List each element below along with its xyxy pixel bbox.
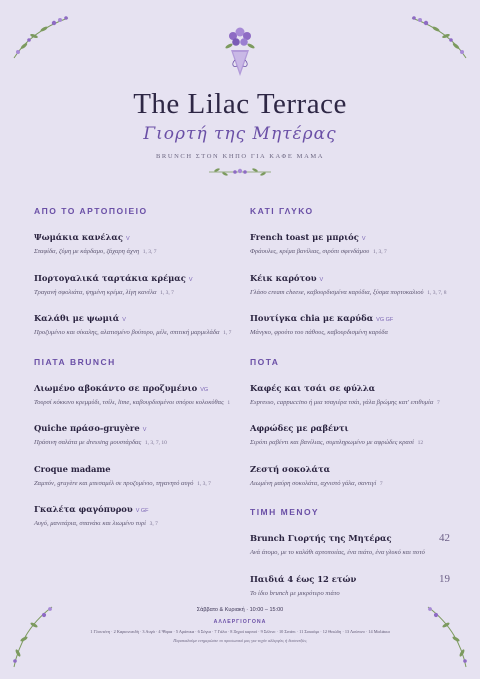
menu-item: [250, 457, 450, 490]
description-text: Σταφίδα, ζύμη με κάρδαμο, ζάχαρη άχνη: [34, 248, 140, 255]
item-description: [250, 589, 450, 600]
item-name: Κέικ καρότου: [250, 272, 317, 283]
item-name: Γκαλέτα φαγόπυρου: [34, 504, 133, 514]
dietary-tag: VG GF: [376, 317, 394, 323]
menu-column-right: [250, 206, 450, 617]
item-description: [34, 438, 240, 449]
menu-item: [34, 497, 240, 530]
item-name: Croque madame: [34, 463, 111, 474]
description-text: Ζαμπόν, gruyère και μπεσαμέλ σε προζυμένιο, τηγανητό αυγό: [34, 479, 194, 487]
allergy-note: Παρακαλούμε ενημερώστε το προσωπικό μας για τυχόν αλλεργίες ή δυσανεξίες: [173, 638, 307, 643]
section-title: ΚΑΤΙ ΓΛΥΚΟ: [250, 206, 314, 216]
section-title: ΤΙΜΗ ΜΕΝΟΥ: [250, 507, 320, 517]
menu-item: [34, 266, 240, 299]
dietary-tag: V: [361, 236, 366, 242]
dietary-tag: V: [188, 276, 193, 283]
dietary-tag: V: [125, 236, 130, 242]
description-text: Espresso, cappuccino ή μια τσαγιέρα τσάι, γάλα βρώμης κατ' επιθυμία: [250, 398, 434, 406]
menu-item: [250, 416, 450, 449]
item-description: [250, 328, 450, 339]
menu-item: [34, 457, 240, 490]
tagline: BRUNCH ΣΤΟΝ ΚΗΠΟ ΓΙΑ ΚΑΦΕ ΜΑΜΑ: [155, 153, 325, 160]
item-name: Πουτίγκα chia με καρύδα: [250, 313, 374, 323]
menu-section: [34, 357, 240, 530]
allergen-codes: 1, 3, 7: [142, 249, 157, 255]
menu-section: [250, 357, 450, 490]
menu-item: [250, 567, 450, 600]
menu-section: [34, 206, 240, 339]
item-name: Πορτογαλικά ταρτάκια κρέμας: [34, 272, 186, 283]
dietary-tag: V: [319, 276, 324, 283]
description-text: Σιρόπι ραβέντι και βανίλιας, συμπληρωμένο με αφρώδες κρασί: [250, 439, 414, 446]
menu-item: [34, 225, 240, 258]
opening-hours: Σάββατο & Κυριακή · 10:00 – 15:00: [196, 607, 284, 613]
description-text: Αυγό, μανιτάρια, σπανάκι και λιωμένο τυρί: [34, 520, 147, 527]
item-description: [250, 438, 450, 449]
item-name: Ψωμάκια κανέλας: [34, 232, 123, 242]
allergen-codes: 1, 3, 7, 10: [144, 440, 167, 446]
allergen-codes: 1, 7: [223, 330, 232, 336]
bouquet-icon: [221, 26, 259, 82]
description-text: Μάνγκο, φρούτο του πάθους, καβουρδισμένη καρύδα: [250, 329, 388, 336]
item-description: [34, 328, 240, 339]
allergens-list: 1 Γλουτένη · 2 Καρκινοειδή · 3 Αυγά · 4 Ψάρια · 5 Αράπικα · 6 Σόγια · 7 Γάλα · 8 Ξηροί καρποί · 9 Σέλινο · 10 Σινάπι · 11 Σουσάμι · 12 Θειώδη · 13 Λούπινο · 14 Μαλάκια: [90, 629, 390, 634]
dietary-tag: V: [142, 427, 147, 433]
allergen-codes: 1, 3, 7, 8: [427, 289, 447, 296]
section-title: ΠΟΤΑ: [250, 356, 280, 367]
item-description: [34, 519, 240, 530]
item-description: [34, 479, 240, 490]
item-price: 42: [439, 532, 450, 544]
allergen-codes: 1, 3, 7: [372, 249, 387, 255]
menu-item: [250, 266, 450, 299]
menu-item: [34, 376, 240, 409]
item-price: 19: [439, 572, 450, 585]
description-text: Πράσινη σαλάτα με dressing μουστάρδας: [34, 439, 142, 446]
item-name: Αφρώδες με ραβέντι: [250, 423, 349, 433]
item-description: [250, 247, 450, 258]
description-text: Το ίδιο brunch με μικρότερο πιάτο: [250, 589, 340, 597]
dietary-tag: VG: [200, 386, 209, 393]
description-text: Τραγανή σφολιάτα, ψημένη κρέμα, λίγη κανέλα: [34, 288, 157, 296]
restaurant-title: The Lilac Terrace: [133, 88, 347, 120]
description-text: Ανά άτομο, με το καλάθι αρτοποιίας, ένα πιάτο, ένα γλυκό και ποτό: [250, 549, 425, 556]
event-subtitle: Γιορτή της Μητέρας: [143, 124, 337, 144]
description-text: Γλάσο cream cheese, καβουρδισμένα καρύδια, ξύσμα πορτοκαλιού: [250, 288, 424, 296]
description-text: Τουρσί κόκκινο κρεμμύδι, τσίλι, lime, καβουρδισμένοι σπόροι κολοκύθας: [34, 398, 224, 406]
dietary-tag: V GF: [135, 508, 149, 514]
item-description: [34, 398, 240, 409]
item-description: [250, 479, 450, 490]
item-name: Καφές και τσάι σε φύλλα: [250, 382, 376, 393]
menu-item: [250, 376, 450, 409]
allergen-codes: 1, 3, 7: [160, 289, 174, 296]
item-name: French toast με μπριός: [250, 232, 359, 242]
allergen-codes: 7: [436, 399, 440, 406]
item-name: Καλάθι με ψωμιά: [34, 313, 120, 323]
menu-item: [34, 306, 240, 339]
item-name: Ζεστή σοκολάτα: [250, 463, 331, 474]
menu-item: [250, 306, 450, 339]
menu-section: [250, 206, 450, 339]
item-description: [34, 247, 240, 258]
item-name: Παιδιά 4 έως 12 ετών: [250, 573, 357, 584]
lavender-sprig-icon: [408, 12, 470, 60]
allergen-codes: 7: [379, 480, 383, 487]
allergen-codes: 3, 7: [149, 521, 158, 527]
item-name: Quiche πράσο-gruyère: [34, 423, 140, 433]
description-text: Λιωμένη μαύρη σοκολάτα, αχνιστό γάλα, σαντιγί: [250, 479, 377, 487]
allergens-heading: ΑΛΛΕΡΓΙΟΓΟΝΑ: [213, 619, 267, 625]
item-name: Λιωμένο αβοκάντο σε προζυμένιο: [34, 382, 198, 393]
menu-section: [250, 507, 450, 599]
lavender-sprig-icon: [10, 12, 72, 60]
menu-column-left: [34, 206, 240, 548]
item-description: [34, 288, 240, 299]
allergen-codes: 12: [417, 440, 424, 446]
item-name: Brunch Γιορτής της Μητέρας: [250, 533, 392, 543]
allergen-codes: 1: [227, 399, 231, 406]
menu-item: [250, 526, 450, 559]
item-description: [250, 398, 450, 409]
item-description: [250, 288, 450, 299]
allergen-codes: 1, 3, 7: [197, 480, 211, 487]
item-description: [250, 548, 450, 559]
menu-item: [34, 416, 240, 449]
description-text: Προζυμένιο και σίκαλης, αλατισμένο βούτυρο, μέλι, σπιτική μαρμελάδα: [34, 329, 220, 336]
section-title: ΑΠΟ ΤΟ ΑΡΤΟΠΟΙΕΙΟ: [34, 206, 148, 216]
floral-divider-icon: [207, 165, 273, 179]
dietary-tag: V: [122, 317, 126, 323]
section-title: ΠΙΑΤΑ BRUNCH: [34, 356, 116, 367]
menu-item: [250, 225, 450, 258]
description-text: Φράουλες, κρέμα βανίλιας, σιρόπι σφενδάμου: [250, 248, 370, 255]
